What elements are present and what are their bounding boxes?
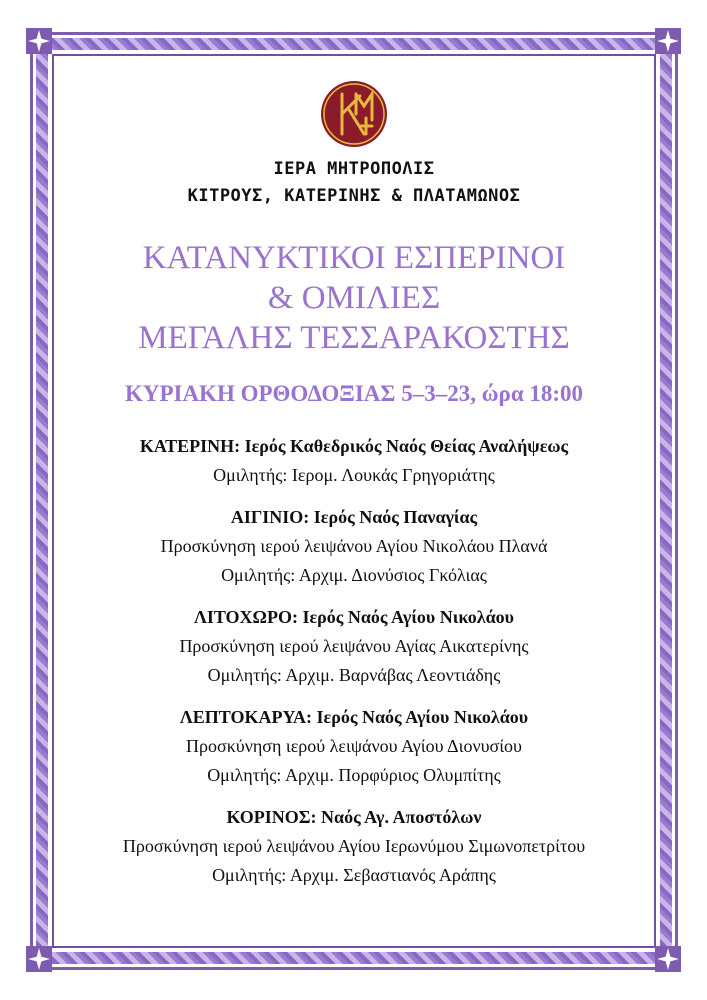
metropolis-name: [60, 156, 648, 210]
entry-location: ΚΑΤΕΡΙΝΗ: Ιερός Καθεδρικός Ναός Θείας Αναλήψεως: [139, 436, 569, 456]
entry-location: ΚΟΡΙΝΟΣ: Ναός Αγ. Αποστόλων: [226, 807, 482, 827]
entry-location: ΛΙΤΟΧΩΡΟ: Ιερός Ναός Αγίου Νικολάου: [193, 607, 515, 627]
entry-relic: Προσκύνηση ιερού λειψάνου Αγίας Αικατερίνης: [179, 636, 529, 656]
metropolis-line-2: ΚΙΤΡΟΥΣ, ΚΑΤΕΡΙΝΗΣ & ΠΛΑΤΑΜΩΝΟΣ: [187, 186, 521, 206]
schedule-entry: [60, 503, 648, 590]
schedule-list: [60, 432, 648, 890]
entry-speaker: Ομιλητής: Αρχιμ. Πορφύριος Ολυμπίτης: [207, 765, 501, 785]
schedule-entry: [60, 432, 648, 490]
title-line-3: ΜΕΓΑΛΗΣ ΤΕΣΣΑΡΑΚΟΣΤΗΣ: [138, 320, 570, 356]
corner-ornament-icon: [653, 944, 683, 974]
event-title: [60, 238, 648, 358]
entry-relic: Προσκύνηση ιερού λειψάνου Αγίου Διονυσίου: [186, 736, 522, 756]
poster-content: [60, 80, 648, 903]
schedule-entry: [60, 803, 648, 890]
schedule-entry: [60, 603, 648, 690]
schedule-entry: [60, 703, 648, 790]
metropolis-line-1: ΙΕΡΑ ΜΗΤΡΟΠΟΛΙΣ: [273, 159, 435, 179]
title-line-2: & ΟΜΙΛΙΕΣ: [267, 280, 441, 316]
entry-location: ΑΙΓΙΝΙΟ: Ιερός Ναός Παναγίας: [230, 507, 478, 527]
entry-relic: Προσκύνηση ιερού λειψάνου Αγίου Ιερωνύμου Σιμωνοπετρίτου: [122, 836, 586, 856]
entry-location: ΛΕΠΤΟΚΑΡΥΑ: Ιερός Ναός Αγίου Νικολάου: [179, 707, 529, 727]
entry-relic: Προσκύνηση ιερού λειψάνου Αγίου Νικολάου Πλανά: [160, 536, 548, 556]
corner-ornament-icon: [653, 26, 683, 56]
metropolis-monogram-icon: [320, 80, 388, 148]
event-date: ΚΥΡΙΑΚΗ ΟΡΘΟΔΟΞΙΑΣ 5–3–23, ώρα 18:00: [124, 381, 584, 406]
corner-ornament-icon: [24, 26, 54, 56]
title-line-1: ΚΑΤΑΝΥΚΤΙΚΟΙ ΕΣΠΕΡΙΝΟΙ: [142, 240, 566, 276]
corner-ornament-icon: [24, 944, 54, 974]
entry-speaker: Ομιλητής: Ιερομ. Λουκάς Γρηγοριάτης: [213, 465, 495, 485]
entry-speaker: Ομιλητής: Αρχιμ. Βαρνάβας Λεοντιάδης: [207, 665, 501, 685]
entry-speaker: Ομιλητής: Αρχιμ. Διονύσιος Γκόλιας: [221, 565, 487, 585]
entry-speaker: Ομιλητής: Αρχιμ. Σεβαστιανός Αράπης: [212, 865, 496, 885]
